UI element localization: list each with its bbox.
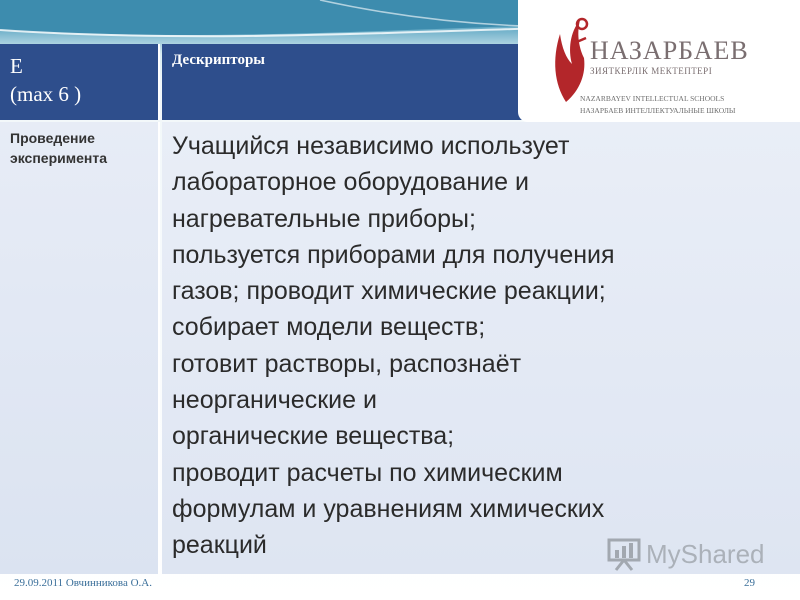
criterion-letter: E [10, 54, 23, 78]
logo-title: НАЗАРБАЕВ [590, 36, 749, 65]
criterion-text: Проведение эксперимента [10, 130, 107, 166]
criterion-max-score: (max 6 ) [10, 82, 82, 106]
presentation-board-icon [606, 537, 642, 571]
descriptor-cell [162, 122, 800, 574]
descriptor-text: Учащийся независимо использует лабораторное оборудование и нагревательные приборы; пользуется приборами для получения газов; проводит химические реакции; собирает модели веществ; готовит растворы, распознаёт неорганические и органические вещества; проводит расчеты по химическим формулам и уравнениям химических реакций [172, 132, 615, 560]
descriptor-table [0, 44, 800, 574]
descriptors-title: Дескрипторы [172, 52, 265, 68]
criterion-cell [0, 122, 160, 574]
logo-russian-name: НАЗАРБАЕВ ИНТЕЛЛЕКТУАЛЬНЫЕ ШКОЛЫ [580, 106, 736, 115]
page-number: 29 [744, 577, 755, 589]
logo-subtitle: ЗИЯТКЕРЛІК МЕКТЕПТЕРІ [590, 66, 713, 76]
flame-figure-icon [546, 14, 590, 104]
watermark [606, 536, 765, 572]
header-criterion-cell [0, 44, 160, 120]
school-logo [518, 0, 800, 122]
footer-date-author: 29.09.2011 Овчинникова О.А. [14, 577, 152, 589]
watermark-text: MyShared [646, 538, 765, 569]
logo-english-name: NAZARBAYEV INTELLECTUAL SCHOOLS [580, 94, 725, 103]
